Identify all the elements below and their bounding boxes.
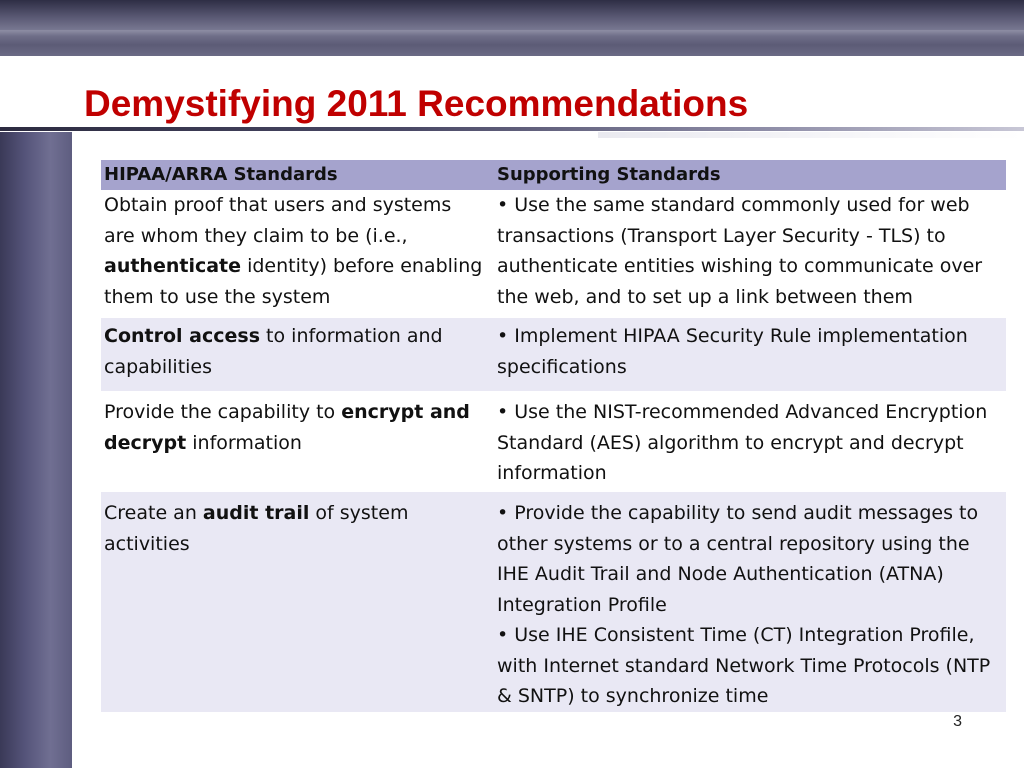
supporting-bullet: • Use IHE Consistent Time (CT) Integration Profile, with Internet standard Network Time Protocols (NTP & SNTP) to synchronize time bbox=[497, 624, 991, 707]
requirement-keyword: audit trail bbox=[202, 502, 310, 524]
requirement-cell bbox=[101, 318, 491, 391]
requirement-cell bbox=[101, 190, 491, 318]
left-accent-bar bbox=[0, 132, 72, 768]
standards-table bbox=[101, 160, 1006, 712]
header-band bbox=[0, 0, 1024, 56]
supporting-bullet: • Use the same standard commonly used for web transactions (Transport Layer Security - TLS) to authenticate entities wishing to communicate over the web, and to set up a link between them bbox=[497, 194, 983, 308]
requirement-keyword: authenticate bbox=[104, 255, 242, 277]
table-row bbox=[101, 391, 1006, 492]
requirement-text: Obtain proof that users and systems are whom they claim to be (i.e., bbox=[104, 194, 452, 247]
table-row bbox=[101, 318, 1006, 391]
requirement-cell bbox=[101, 391, 491, 492]
requirement-cell bbox=[101, 492, 491, 712]
supporting-bullet: • Use the NIST-recommended Advanced Encryption Standard (AES) algorithm to encrypt and decrypt information bbox=[497, 401, 988, 484]
requirement-text: Provide the capability to bbox=[104, 401, 342, 423]
supporting-cell bbox=[491, 190, 1006, 318]
slide-title: Demystifying 2011 Recommendations bbox=[84, 83, 749, 124]
table-header-row bbox=[101, 160, 1006, 190]
requirement-text: identity) before enabling them to use the system bbox=[104, 255, 483, 308]
supporting-bullet: • Implement HIPAA Security Rule implementation specifications bbox=[497, 325, 968, 378]
requirement-text: to information and capabilities bbox=[104, 325, 443, 378]
column-header-supporting: Supporting Standards bbox=[491, 160, 1006, 190]
requirement-keyword: Control access bbox=[104, 325, 261, 347]
supporting-cell bbox=[491, 391, 1006, 492]
requirement-text: of system activities bbox=[104, 502, 409, 555]
table-row bbox=[101, 190, 1006, 318]
title-divider bbox=[0, 127, 1024, 131]
requirement-text: Create an bbox=[104, 502, 203, 524]
requirement-keyword: encrypt and decrypt bbox=[104, 401, 470, 454]
supporting-bullet: • Provide the capability to send audit messages to other systems or to a central repository using the IHE Audit Trail and Node Authentication (ATNA) Integration Profile bbox=[497, 502, 979, 616]
supporting-cell bbox=[491, 318, 1006, 391]
page-number: 3 bbox=[953, 713, 962, 730]
column-header-hipaa-arra: HIPAA/ARRA Standards bbox=[101, 160, 491, 190]
requirement-text: information bbox=[186, 431, 302, 454]
supporting-cell bbox=[491, 492, 1006, 712]
table-row bbox=[101, 492, 1006, 712]
title-divider-fade bbox=[598, 132, 1024, 138]
